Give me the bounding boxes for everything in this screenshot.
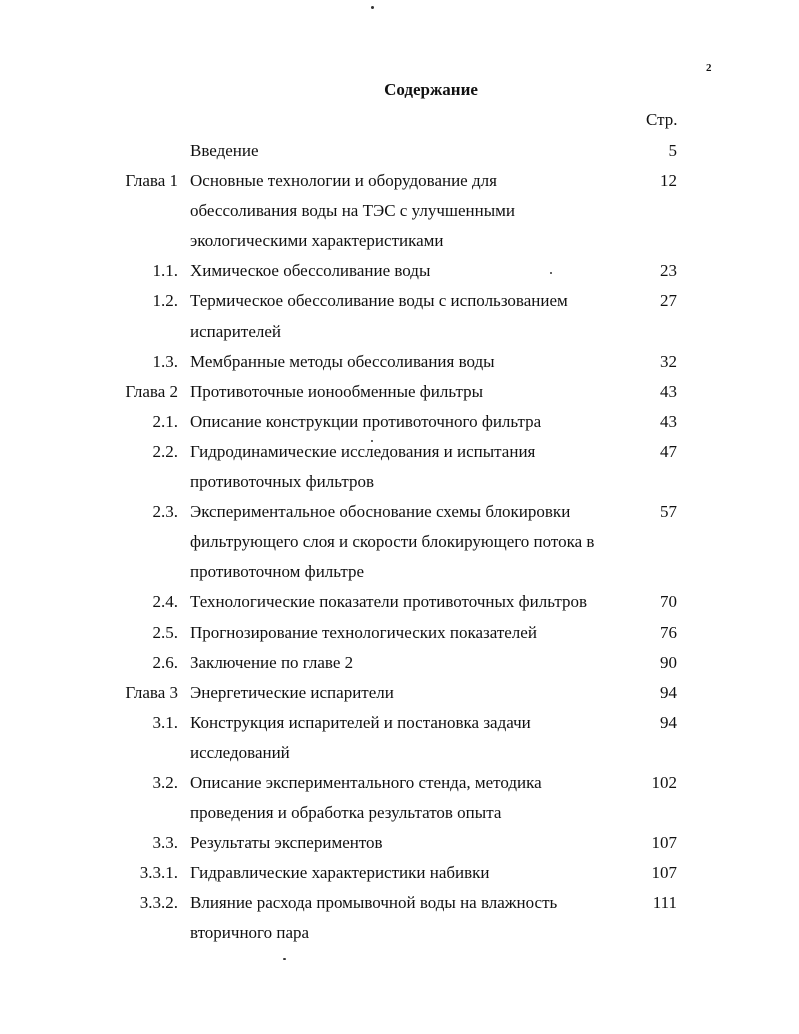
toc-section-number: 3.3. — [152, 833, 178, 853]
toc-section-number: 2.5. — [152, 622, 178, 642]
toc-section-number: 2.2. — [152, 441, 178, 461]
toc-line — [0, 347, 799, 377]
toc-section-number: 2.1. — [152, 411, 178, 431]
toc-entry-title: фильтрующего слоя и скорости блокирующего потока в — [190, 532, 595, 552]
toc-line — [0, 557, 799, 587]
toc-entry-title: Экспериментальное обоснование схемы блокировки — [190, 502, 571, 522]
toc-section-number: Глава 1 — [125, 171, 178, 191]
toc-line — [0, 256, 799, 286]
toc-page-number: 57 — [660, 502, 677, 522]
toc-line — [0, 618, 799, 648]
toc-line — [0, 467, 799, 497]
toc-line — [0, 918, 799, 948]
toc-entry-title: Основные технологии и оборудование для — [190, 171, 497, 191]
toc-section-number: 3.3.1. — [139, 863, 178, 883]
toc-entry-title: противоточных фильтров — [190, 472, 375, 492]
toc-section-number: 1.2. — [152, 291, 178, 311]
toc-line — [0, 527, 799, 557]
toc-entry-title: Противоточные ионообменные фильтры — [190, 381, 484, 401]
toc-entry-title: Гидродинамические исследования и испытания — [190, 441, 536, 461]
toc-line — [0, 226, 799, 256]
toc-entry-title: Химическое обессоливание воды — [190, 261, 431, 281]
toc-line — [0, 768, 799, 798]
page-number: 2 — [706, 62, 712, 74]
toc-line — [0, 286, 799, 316]
toc-page-number: 94 — [660, 682, 677, 702]
toc-line — [0, 828, 799, 858]
toc-page-number: 76 — [660, 622, 677, 642]
toc-page-number: 23 — [660, 261, 677, 281]
toc-line — [0, 166, 799, 196]
page-title: Содержание — [384, 80, 478, 99]
toc-entry-title: проведения и обработка результатов опыта — [190, 803, 502, 823]
toc-page-number: 5 — [668, 141, 677, 160]
toc-entry-title: исследований — [190, 742, 290, 762]
toc-line — [0, 497, 799, 527]
toc-entry-title: экологическими характеристиками — [190, 231, 444, 251]
toc-section-number: 2.4. — [152, 592, 178, 612]
toc-entry-title: Описание экспериментального стенда, методика — [190, 772, 542, 792]
table-of-contents — [0, 136, 799, 949]
toc-entry-title: Технологические показатели противоточных фильтров — [190, 592, 588, 612]
toc-section-number: 1.1. — [152, 261, 178, 281]
toc-line — [0, 136, 799, 166]
toc-section-number: 3.1. — [152, 712, 178, 732]
toc-line — [0, 678, 799, 708]
toc-page-number: 43 — [660, 381, 677, 401]
toc-line — [0, 888, 799, 918]
toc-page-number: 47 — [660, 441, 677, 461]
toc-line — [0, 587, 799, 617]
toc-entry-title: вторичного пара — [190, 923, 310, 943]
toc-line — [0, 738, 799, 768]
toc-line — [0, 798, 799, 828]
toc-page-number: 90 — [660, 652, 677, 672]
toc-entry-title: Конструкция испарителей и постановка задачи — [190, 712, 531, 732]
toc-line — [0, 437, 799, 467]
toc-section-number: 3.2. — [152, 772, 178, 792]
toc-section-number: Глава 3 — [125, 682, 178, 702]
toc-entry-title: Результаты экспериментов — [190, 833, 383, 853]
toc-entry-title: Описание конструкции противоточного фильтра — [190, 411, 542, 431]
toc-line — [0, 708, 799, 738]
toc-line — [0, 407, 799, 437]
toc-entry-title: Гидравлические характеристики набивки — [190, 863, 490, 883]
toc-entry-title: Термическое обессоливание воды с использованием — [190, 291, 568, 311]
toc-line — [0, 377, 799, 407]
toc-entry-title: обессоливания воды на ТЭС с улучшенными — [190, 201, 515, 221]
toc-entry-title: Влияние расхода промывочной воды на влажность — [190, 893, 558, 913]
toc-page-number: 43 — [660, 411, 677, 431]
toc-page-number: 111 — [652, 893, 677, 913]
toc-page-number: 32 — [660, 351, 677, 371]
toc-page-number: 12 — [660, 171, 677, 191]
page-column-label: Стр. — [646, 110, 678, 129]
toc-line — [0, 317, 799, 347]
toc-page-number: 70 — [660, 592, 677, 612]
toc-entry-title: Мембранные методы обессоливания воды — [190, 351, 495, 371]
toc-line — [0, 648, 799, 678]
toc-page-number: 107 — [651, 863, 677, 883]
toc-page-number: 27 — [660, 291, 677, 311]
toc-line — [0, 196, 799, 226]
toc-section-number: 2.6. — [152, 652, 178, 672]
toc-section-number: 2.3. — [152, 502, 178, 522]
toc-page-number: 94 — [660, 712, 677, 732]
toc-page-number: 102 — [651, 772, 677, 792]
toc-section-number: 1.3. — [152, 351, 178, 371]
toc-entry-title: Введение — [190, 141, 259, 160]
toc-entry-title: Прогнозирование технологических показателей — [190, 622, 537, 642]
toc-section-number: Глава 2 — [125, 381, 178, 401]
toc-entry-title: противоточном фильтре — [190, 562, 365, 582]
toc-page-number: 107 — [651, 833, 677, 853]
toc-entry-title: Заключение по главе 2 — [190, 652, 354, 672]
toc-entry-title: испарителей — [190, 321, 281, 341]
toc-line — [0, 858, 799, 888]
toc-entry-title: Энергетические испарители — [190, 682, 394, 702]
toc-section-number: 3.3.2. — [139, 893, 178, 913]
